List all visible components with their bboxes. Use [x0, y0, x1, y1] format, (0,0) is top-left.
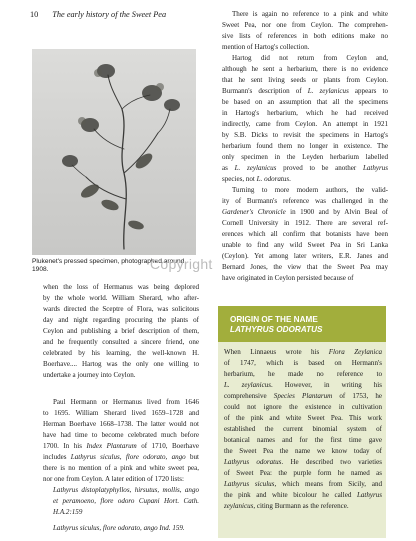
text-line: Herman Boerhave 1668–1738. The latter would not — [43, 420, 199, 428]
left-paragraph — [43, 397, 199, 485]
text-line: herbarium found them no longer in existence. The — [222, 142, 388, 150]
text-line: species, not L. odoratus. — [222, 175, 291, 183]
text-line: herbarium, he made no reference to — [224, 370, 382, 378]
running-title: The early history of the Sweet Pea — [52, 10, 167, 19]
text-line: mention of Hartog's collection. — [222, 43, 310, 51]
text-line: established the current binomial system of — [224, 425, 382, 433]
text-line: only specimen in the Leyden herbarium labelled — [222, 153, 388, 161]
text-line: of the pink and white Sweet Pea. This work — [224, 414, 382, 422]
sidebar-paragraph — [224, 347, 382, 512]
text-line: indirectly, came from Ceylon. An attempt in 1921 — [222, 120, 388, 128]
running-header — [30, 10, 166, 19]
text-line: of Sweet Pea: the purple form he named as — [224, 469, 382, 477]
text-line: Burmann's description of L. zeylanicus appears to — [222, 87, 388, 95]
text-line: that he sent living seeds or plants from Ceylon. — [222, 76, 388, 84]
text-line: Hartog did not return from Ceylon and, — [232, 54, 388, 62]
text-line: ity of Burmann's reference was challenged in the — [222, 197, 388, 205]
page-number: 10 — [30, 10, 39, 19]
text-line: Gardener's Chronicle in 1900 and by Alvin Beal of — [222, 208, 389, 216]
pressed-specimen-icon — [32, 49, 196, 255]
text-line: Paul Hermann or Hermanus lived from 1646 — [53, 398, 199, 406]
text-line: Cornell University in 1912. There are several ref- — [222, 219, 388, 227]
text-line: and he frequently consulted a sincere friend, one — [43, 338, 199, 346]
text-line: celebrated by his learning, the well-known H. — [43, 349, 199, 357]
right-paragraph — [222, 185, 388, 284]
text-line: there is no mention of a pink and white sweet pea, — [43, 464, 199, 472]
text-line: have had time to become celebrated much before — [43, 431, 199, 439]
text-line: botanical names and for the first time gave — [224, 436, 382, 444]
text-line: unable to find any wild Sweet Pea in Sri Lanka — [222, 241, 388, 249]
text-line: be based on an assumption that all the specimens — [222, 98, 388, 106]
text-line: Ceylon and publishing a brief description of them, — [43, 327, 199, 335]
right-paragraph — [222, 53, 388, 185]
text-line: undertake a journey into Ceylon. — [43, 371, 136, 379]
text-line: the Sweet Pea the name we know today of — [224, 447, 382, 455]
text-line: wards directed the Sceptre of Flora, was solicitous — [43, 305, 199, 313]
text-line: by S.B. Dicks to revisit the specimens in Hartog's — [222, 131, 388, 139]
text-line: Lathyrus siculus, which means from Sicily, and — [224, 480, 382, 488]
figure-caption: Plukenet's pressed specimen, photographed around 1908. — [32, 258, 185, 273]
sidebar-heading-line: ORIGIN OF THE NAME — [230, 315, 318, 324]
text-line: Lathyrus siculus, flore odorato, ango Ind. 159. — [53, 524, 185, 532]
text-line: et peramoeno, flore odoro Cupani Hort. Cath. — [53, 497, 199, 505]
left-paragraph — [43, 282, 199, 381]
text-line: Lathyrus odoratus. He described two varieties — [224, 458, 382, 466]
text-line: sive lists of references in both editions make no — [222, 32, 388, 40]
text-line: H.A.2:159 — [53, 508, 83, 516]
text-line: by the whole world. William Sherard, who after- — [43, 294, 199, 302]
origin-sidebar-box — [218, 306, 386, 538]
text-line: includes Lathyrus siculus, flore odorato, ango but — [43, 453, 199, 461]
sidebar-heading-line: LATHYRUS ODORATUS — [230, 325, 323, 334]
text-line: in Hartog's herbarium, which he had received — [222, 109, 388, 117]
text-line: When Linnaeus wrote his Flora Zeylanica — [224, 348, 382, 356]
text-line: L. zeylanicus. However, in writing his — [224, 381, 382, 389]
right-column — [222, 9, 388, 284]
sidebar-heading — [218, 306, 386, 342]
text-line: (Ceylon). Yet among later writers, E.R. Janes and — [222, 252, 388, 260]
text-line: Turning to more modern authors, the valid- — [232, 186, 388, 194]
text-line: There is again no reference to a pink and white — [232, 10, 388, 18]
text-line: could not ignore the existence in cultivation — [224, 403, 382, 411]
right-paragraph — [222, 9, 388, 53]
text-line: Lathyrus distoplatyphyllos, hirsutus, mollis, ango — [53, 486, 199, 494]
text-line: of 1747, which is based on Hermann's — [224, 359, 382, 367]
text-line: day and night regarding procuring the plants of — [43, 316, 199, 324]
pressed-specimen-photo — [32, 49, 196, 255]
text-line: although he sent a herbarium, there is no evidence — [222, 65, 388, 73]
text-line: have originated in Ceylon persisted because of — [222, 274, 354, 282]
latin-quote — [43, 523, 199, 534]
copyright-watermark: Copyright — [150, 256, 213, 272]
latin-quote — [43, 485, 199, 518]
text-line: Boerhave.... Hartog was the only one willing to — [43, 360, 199, 368]
text-line: Sweet Pea, nor one from Ceylon. The comprehen- — [222, 21, 388, 29]
text-line: as L. zeylanicus proved to be another Lathyrus — [222, 164, 389, 172]
sidebar-body — [218, 342, 386, 512]
left-column — [43, 282, 199, 534]
text-line: 1700. In his Index Plantarum of 1710, Boerhave — [43, 442, 199, 450]
text-line: to 1695. William Sherard lived 1659–1728 and — [43, 409, 199, 417]
text-line: Bernard Jones, the view that the Sweet Pea may — [222, 263, 388, 271]
text-line: zeylanicus, citing Burmann as the reference. — [224, 502, 349, 510]
text-line: comprehensive Species Plantarum of 1753, he — [224, 392, 382, 400]
text-line: the pink and white bicolour he called Lathyrus — [224, 491, 382, 499]
text-line: nor one from Ceylon. A later edition of 1720 lists: — [43, 475, 184, 483]
text-line: when the loss of Hermanus was being deplored — [43, 283, 199, 291]
text-line: erences which all confirm that botanists have been — [222, 230, 388, 238]
